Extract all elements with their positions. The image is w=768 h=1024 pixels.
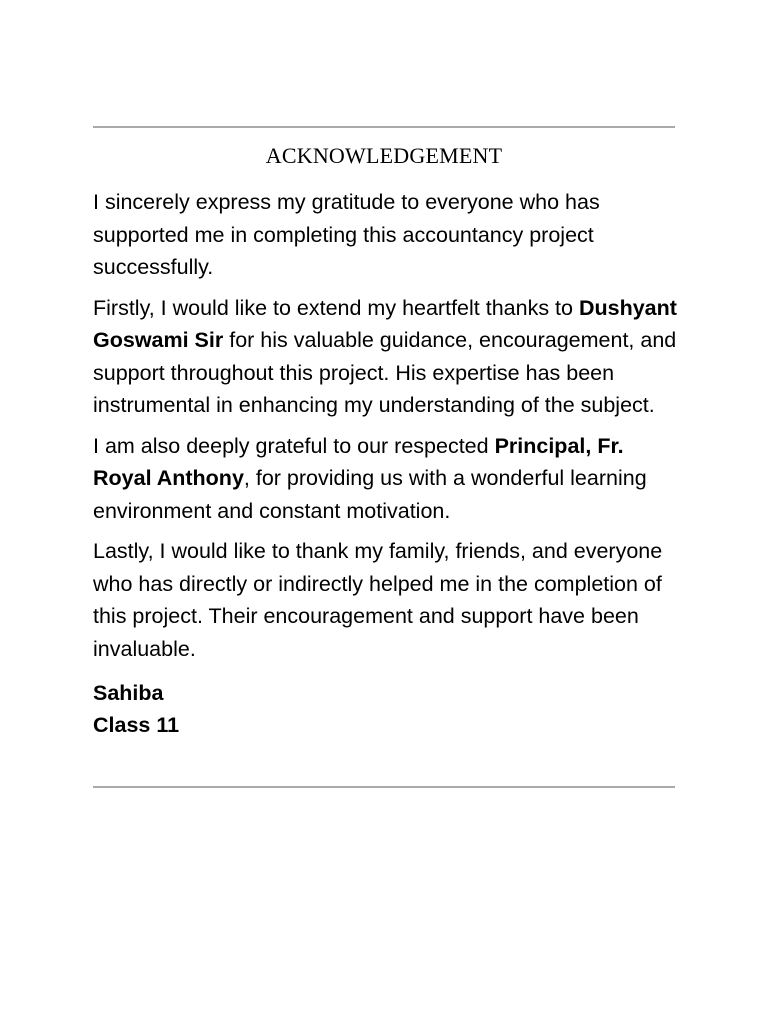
signature-block [93, 677, 683, 741]
paragraph-teacher-rest: for his valuable guidance, encouragement, and support throughout this project. His expertise has been instrumental in enhancing my understanding of the subject. [93, 328, 677, 417]
signature-name: Sahiba [93, 681, 164, 705]
page-title: ACKNOWLEDGEMENT [265, 143, 503, 168]
paragraph-family-thanks: Lastly, I would like to thank my family, friends, and everyone who has directly or indirectly helped me in the completion of this project. Their encouragement and support have been invaluable. [93, 539, 663, 661]
principal-name: Principal, Fr. Royal Anthony [93, 433, 624, 490]
paragraph-principal-intro: I am also deeply grateful to our respected [93, 433, 495, 458]
signature-class: Class 11 [93, 713, 180, 737]
paragraph-teacher-intro: Firstly, I would like to extend my heartfelt thanks to [93, 295, 579, 320]
bottom-divider [93, 786, 675, 788]
teacher-name: Dushyant Goswami Sir [93, 295, 677, 352]
acknowledgement-body [93, 138, 683, 741]
paragraph-gratitude: I sincerely express my gratitude to everyone who has supported me in completing this accountancy project successfully. [93, 190, 600, 279]
paragraph-principal-rest: , for providing us with a wonderful learning environment and constant motivation. [93, 466, 647, 523]
paragraph-principal-thanks [93, 430, 683, 528]
top-divider [93, 126, 675, 128]
paragraph-teacher-thanks [93, 292, 683, 422]
